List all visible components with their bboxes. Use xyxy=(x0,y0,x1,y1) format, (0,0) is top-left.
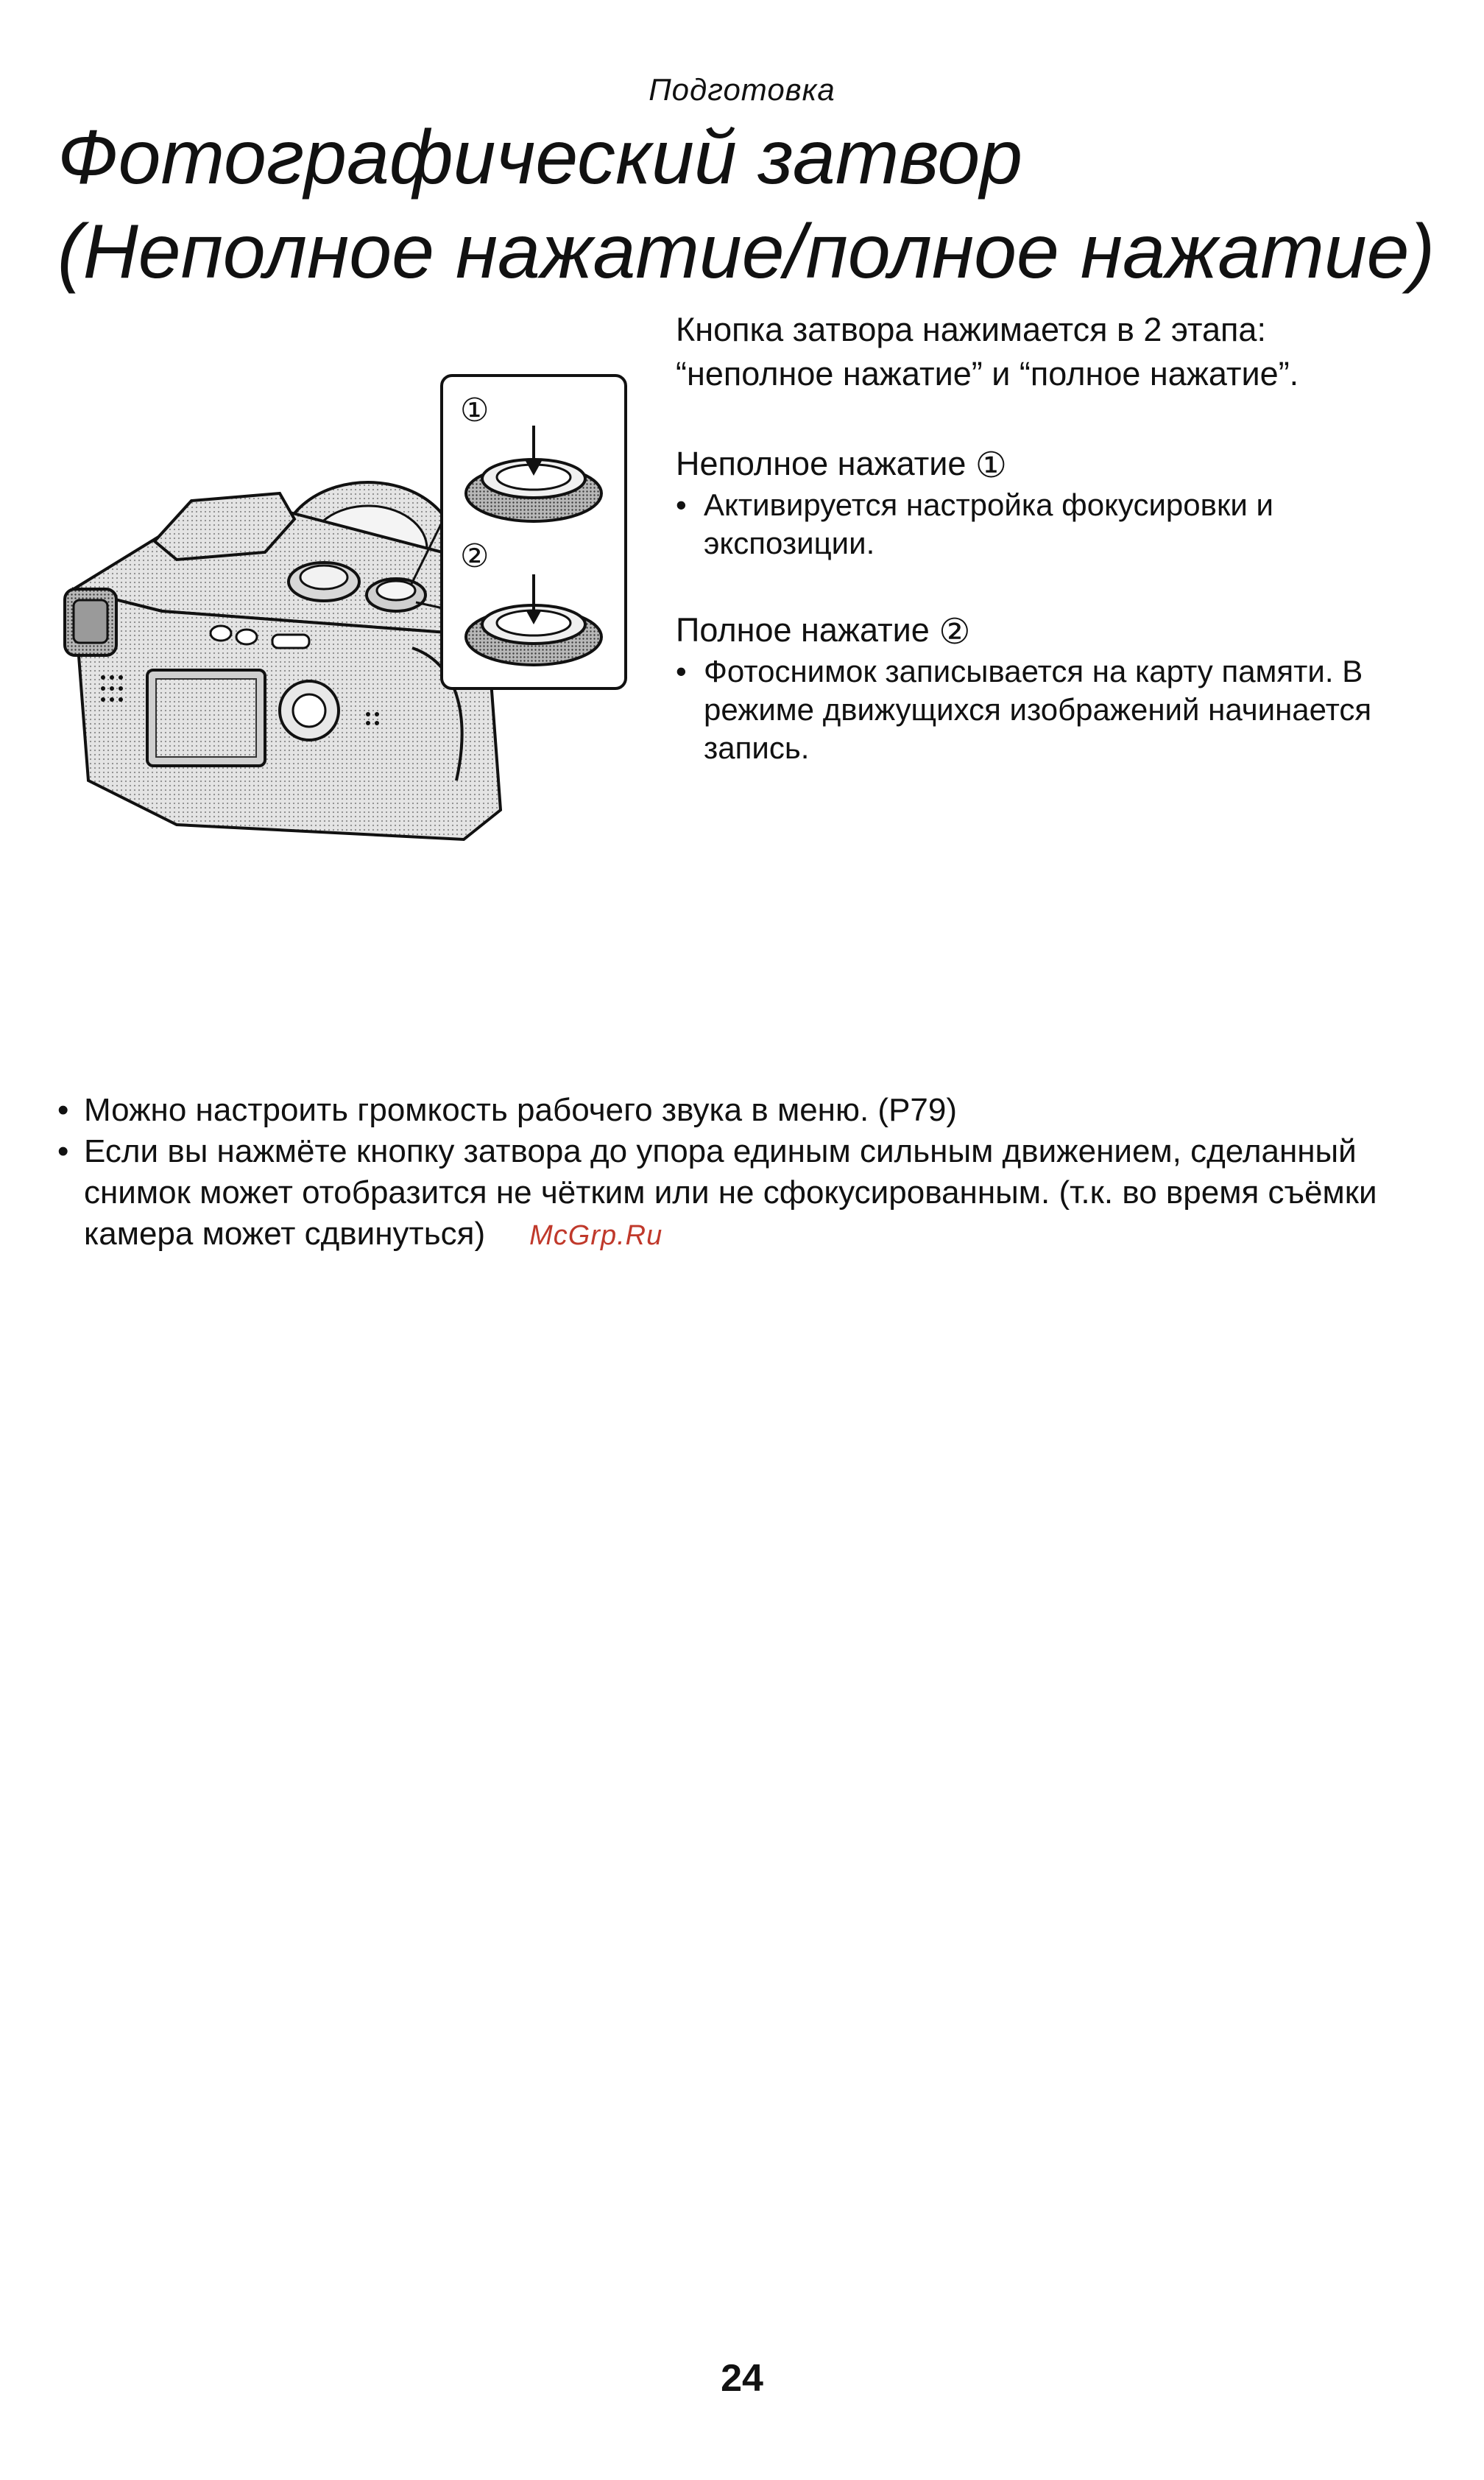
list-item: • Фотоснимок записывается на карту памяти. В режиме движущихся изображений начинается запись. xyxy=(676,652,1441,767)
title-line-1: Фотографический затвор xyxy=(57,115,1023,200)
notes-list xyxy=(57,1090,1441,1256)
intro-line-1: Кнопка затвора нажимается в 2 этапа: xyxy=(676,311,1266,348)
half-press-bullets xyxy=(676,486,1441,563)
title-line-2: (Неполное нажатие/полное нажатие) xyxy=(57,209,1435,295)
page-number: 24 xyxy=(721,2357,763,2400)
note-text: Если вы нажмёте кнопку затвора до упора единым сильным движением, сделанный снимок может отобразится не чётким или не сфокусированным. (т.к. во время съёмки камера может сдвинуться) xyxy=(84,1133,1377,1252)
full-press-marker: ② xyxy=(939,613,971,652)
half-press-marker: ① xyxy=(975,446,1007,486)
shutter-description xyxy=(676,308,1441,767)
list-item: • Можно настроить громкость рабочего звука в меню. (P79) xyxy=(57,1090,1441,1131)
step2-marker: ② xyxy=(460,538,490,575)
page-title xyxy=(57,110,1435,299)
full-press-bullets xyxy=(676,652,1441,767)
half-press-heading-text: Неполное нажатие xyxy=(676,445,967,482)
watermark-link[interactable]: McGrp.Ru xyxy=(529,1220,663,1251)
section-label: Подготовка xyxy=(649,72,835,107)
list-item xyxy=(57,1131,1441,1256)
notes-section xyxy=(57,1090,1441,1256)
camera-illustration xyxy=(44,368,633,854)
half-press-heading xyxy=(676,442,1441,486)
step1-marker: ① xyxy=(460,392,490,429)
intro-line-2: “неполное нажатие” и “полное нажатие”. xyxy=(676,355,1299,392)
list-item: • Активируется настройка фокусировки и экспозиции. xyxy=(676,486,1441,563)
full-press-heading xyxy=(676,608,1441,652)
full-press-heading-text: Полное нажатие xyxy=(676,611,930,649)
